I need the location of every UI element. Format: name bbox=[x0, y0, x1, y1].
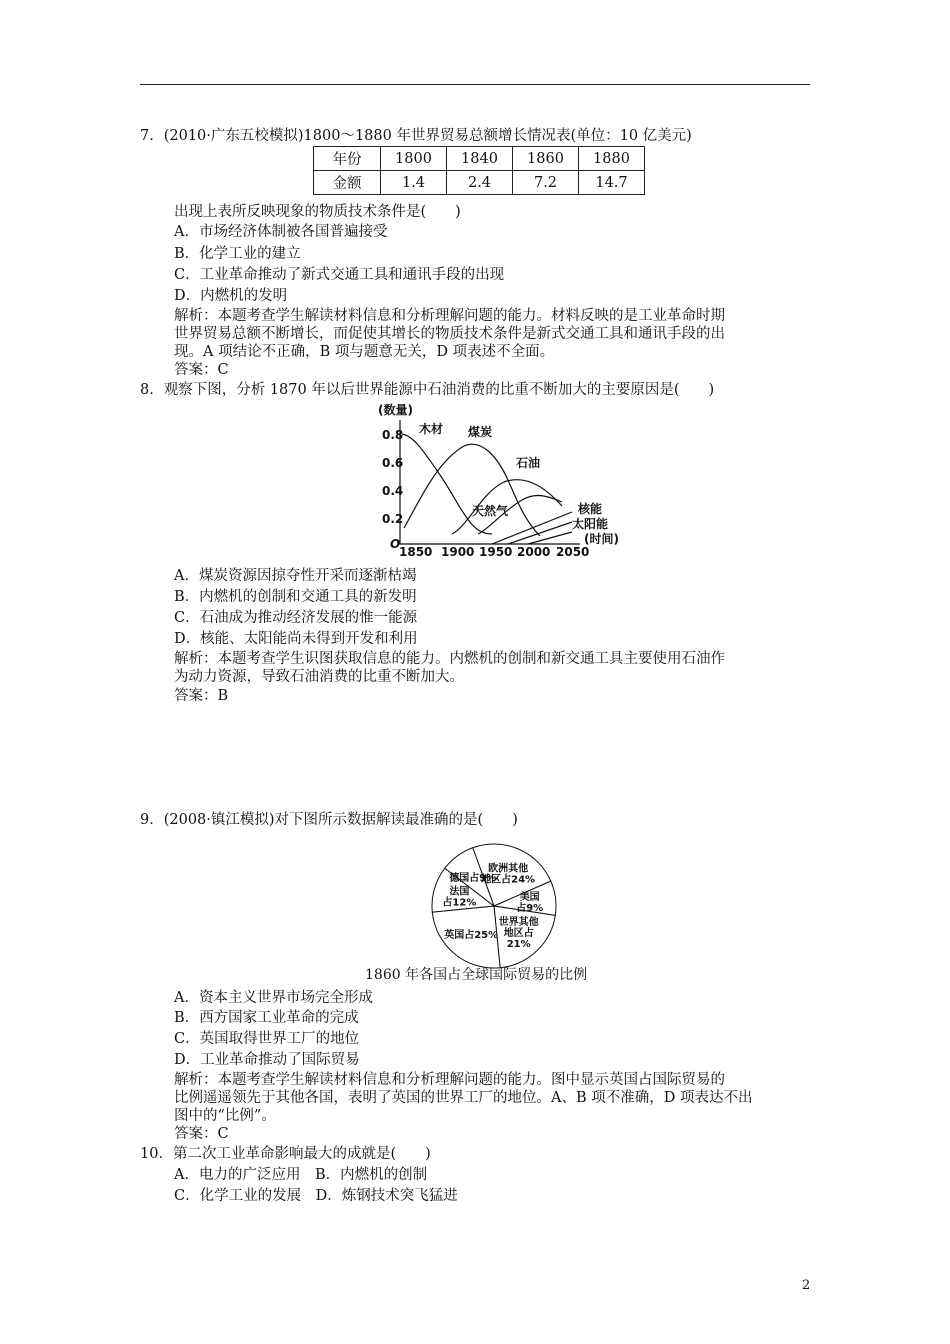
label-coal: 煤炭 bbox=[468, 425, 493, 439]
q7-option-d: D．内燃机的发明 bbox=[174, 288, 288, 304]
label-nuclear: 核能 bbox=[578, 502, 603, 516]
q7-question: 出现上表所反映现象的物质技术条件是( ) bbox=[174, 204, 461, 220]
q8-stem: 8．观察下图，分析 1870 年以后世界能源中石油消费的比重不断加大的主要原因是( ) bbox=[140, 382, 715, 398]
energy-ytick: 0.8 bbox=[382, 428, 404, 442]
q9-analysis-line: 比例遥遥领先于其他各国，表明了英国的世界工厂的地位。A、B 项不准确，D 项表达不出 bbox=[174, 1090, 753, 1106]
q9-answer: 答案：C bbox=[174, 1126, 229, 1142]
table-cell: 1880 bbox=[579, 147, 645, 171]
minor-line bbox=[528, 532, 572, 544]
pie-caption: 1860 年各国占全球国际贸易的比例 bbox=[365, 967, 588, 983]
page-number: 2 bbox=[802, 1278, 811, 1293]
label-gas: 天然气 bbox=[472, 504, 509, 518]
q7-analysis-line: 解析：本题考查学生解读材料信息和分析理解问题的能力。材料反映的是工业革命时期 bbox=[174, 308, 725, 324]
table-header-year: 年份 bbox=[314, 147, 381, 171]
table-cell: 2.4 bbox=[447, 171, 513, 195]
q8-analysis-line: 解析：本题考查学生识图获取信息的能力。内燃机的创制和新交通工具主要使用石油作 bbox=[174, 651, 725, 667]
energy-ytick: 0.4 bbox=[382, 484, 404, 498]
energy-ytick: 0.6 bbox=[382, 456, 404, 470]
trade-pie-chart bbox=[424, 836, 564, 976]
q8-option-b: B．内燃机的创制和交通工具的新发明 bbox=[174, 589, 417, 605]
table-row bbox=[314, 171, 645, 195]
q8-answer: 答案：B bbox=[174, 688, 229, 704]
table-cell: 1860 bbox=[513, 147, 579, 171]
q7-option-a: A．市场经济体制被各国普遍接受 bbox=[174, 224, 388, 240]
q8-option-c: C．石油成为推动经济发展的惟一能源 bbox=[174, 610, 418, 626]
table-header-amount: 金额 bbox=[314, 171, 381, 195]
table-row bbox=[314, 147, 645, 171]
q7-option-b: B．化学工业的建立 bbox=[174, 246, 301, 262]
q10-options-row1: A．电力的广泛应用 B．内燃机的创制 bbox=[174, 1167, 428, 1183]
pie-slice-label: 法国占12% bbox=[442, 886, 477, 909]
label-oil: 石油 bbox=[516, 456, 541, 470]
table-cell: 7.2 bbox=[513, 171, 579, 195]
q8-analysis-line: 为动力资源，导致石油消费的比重不断加大。 bbox=[174, 669, 464, 685]
pie-slice-label: 欧洲其他地区占24% bbox=[481, 863, 536, 886]
trade-table bbox=[313, 146, 645, 195]
pie-slice-label: 英国占25% bbox=[444, 929, 499, 941]
energy-xtick: 1850 bbox=[399, 545, 433, 559]
energy-y-label: (数量) bbox=[378, 403, 413, 417]
q10-options-row2: C．化学工业的发展 D．炼钢技术突飞猛进 bbox=[174, 1188, 458, 1204]
pie-slice-label: 美国占9% bbox=[516, 891, 544, 914]
table-cell: 14.7 bbox=[579, 171, 645, 195]
q8-option-d: D．核能、太阳能尚未得到开发和利用 bbox=[174, 631, 418, 647]
energy-xtick: 2050 bbox=[556, 545, 590, 559]
q8-option-a: A．煤炭资源因掠夺性开采而逐渐枯竭 bbox=[174, 568, 417, 584]
q7-answer: 答案：C bbox=[174, 362, 229, 378]
q9-stem: 9．(2008·镇江模拟)对下图所示数据解读最准确的是( ) bbox=[140, 812, 518, 828]
q10-stem: 10．第二次工业革命影响最大的成就是( ) bbox=[140, 1146, 431, 1162]
pie-slice-label: 德国占9% bbox=[449, 873, 497, 884]
energy-chart bbox=[352, 400, 632, 560]
energy-origin: O bbox=[390, 537, 401, 551]
energy-xtick: 2000 bbox=[517, 545, 551, 559]
table-cell: 1.4 bbox=[381, 171, 447, 195]
table-cell: 1800 bbox=[381, 147, 447, 171]
header-rule bbox=[140, 84, 810, 85]
energy-xtick: 1950 bbox=[479, 545, 513, 559]
label-wood: 木材 bbox=[419, 422, 444, 436]
q9-option-a: A．资本主义世界市场完全形成 bbox=[174, 990, 373, 1006]
table-cell: 1840 bbox=[447, 147, 513, 171]
q9-option-d: D．工业革命推动了国际贸易 bbox=[174, 1052, 360, 1068]
q7-analysis-line: 世界贸易总额不断增长，而促使其增长的物质技术条件是新式交通工具和通讯手段的出 bbox=[174, 326, 725, 342]
q9-analysis-line: 解析：本题考查学生解读材料信息和分析理解问题的能力。图中显示英国占国际贸易的 bbox=[174, 1072, 725, 1088]
q7-analysis-line: 现。A 项结论不正确，B 项与题意无关，D 项表述不全面。 bbox=[174, 344, 555, 360]
label-solar: 太阳能 bbox=[572, 517, 609, 531]
energy-xtick: 1900 bbox=[441, 545, 475, 559]
wood-curve bbox=[402, 434, 492, 534]
q9-analysis-line: 图中的“比例”。 bbox=[174, 1108, 276, 1124]
q7-option-c: C．工业革命推动了新式交通工具和通讯手段的出现 bbox=[174, 267, 505, 283]
q9-option-b: B．西方国家工业革命的完成 bbox=[174, 1010, 359, 1026]
energy-ytick: 0.2 bbox=[382, 512, 404, 526]
energy-x-label: (时间) bbox=[584, 532, 619, 546]
q7-stem: 7．(2010·广东五校模拟)1800～1880 年世界贸易总额增长情况表(单位：10 亿美元) bbox=[140, 128, 692, 144]
pie-slice-label: 世界其他地区占 21% bbox=[498, 917, 539, 951]
q9-option-c: C．英国取得世界工厂的地位 bbox=[174, 1031, 360, 1047]
